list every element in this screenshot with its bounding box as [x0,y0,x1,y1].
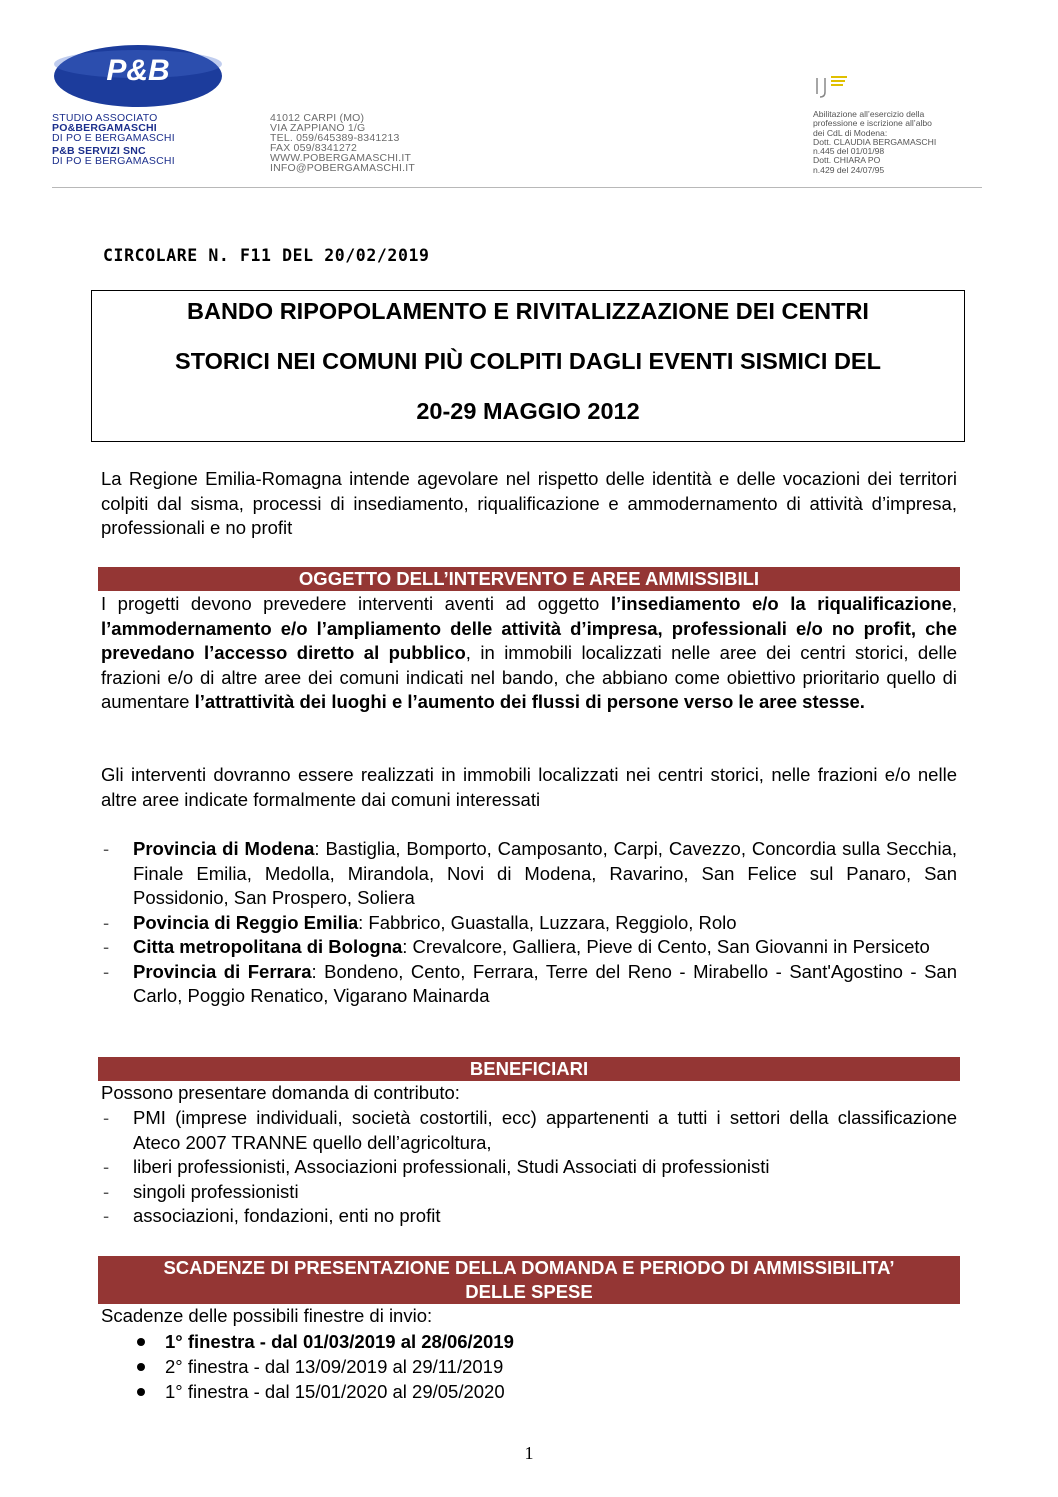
servizi-line: P&B SERVIZI SNC [52,145,146,157]
contact-line: INFO@POBERGAMASCHI.IT [270,162,415,174]
studio-name-block [52,113,175,166]
intro-paragraph: La Regione Emilia-Romagna intende agevolare nel rispetto delle identità e delle vocazioni dei territori colpiti dal sisma, processi di insediamento, riqualificazione e ammodernamento di attività d’impresa, professionali e no profit [101,468,957,538]
svg-text:P&B: P&B [106,54,170,87]
document-title [91,290,965,442]
list-item [101,1379,957,1404]
studio-line: DI PO E BERGAMASCHI [52,132,175,144]
title-line: 20-29 MAGGIO 2012 [416,398,640,424]
abilitazione-line: n.429 del 24/07/95 [813,164,885,175]
contact-line: VIA ZAPPIANO 1/G [270,122,366,134]
list-item: - PMI (imprese individuali, società costortili, ecc) appartenenti a tutti i settori della classificazione Ateco 2007 TRANNE quello dell’agricoltura, [101,1106,957,1155]
finestre-list [101,1329,957,1404]
abilitazione-line: professione e iscrizione all’albo [813,118,932,129]
area-comuni: : Bondeno, Cento, Ferrara, Terre del Reno - Mirabello - Sant'Agostino - San Carlo, Poggio Renatico, Vigarano Mainarda [133,960,957,1006]
studio-line: STUDIO ASSOCIATO [52,112,158,124]
contact-line: FAX 059/8341272 [270,142,358,154]
finestra-text: 1° finestra - dal 01/03/2019 al 28/06/2019 [165,1331,514,1352]
beneficiari-intro: Possono presentare domanda di contributo: [101,1082,460,1103]
list-item [101,1354,957,1379]
section-heading-scadenze [98,1256,960,1304]
list-item: - associazioni, fondazioni, enti no profit [101,1204,957,1229]
area-name: Citta metropolitana di Bologna [133,936,403,957]
abilitazione-line: Abilitazione all’esercizio della [813,109,925,119]
list-item: - singoli professionisti [101,1180,957,1205]
area-comuni: : Crevalcore, Galliera, Pieve di Cento, San Giovanni in Persiceto [402,936,930,957]
contact-block [270,113,415,173]
contact-line: WWW.POBERGAMASCHI.IT [270,152,412,164]
oggetto-bold: l’ammodernamento e/o l’ampliamento delle attività d’impresa, professionali e/o no profit, che prevedano l’accesso diretto al pubblico [101,617,957,663]
finestra-text: 1° finestra - dal 15/01/2020 al 29/05/2020 [165,1381,505,1402]
list-item [101,1329,957,1354]
oggetto-paragraph [101,592,957,715]
abilitazione-line: Dott. CHIARA PO [813,155,881,166]
pb-logo [52,38,224,110]
area-name: Provincia di Ferrara [133,960,312,982]
abilitazione-line: n.445 del 01/01/98 [813,146,885,157]
section-heading-line: DELLE SPESE [465,1281,593,1302]
section-heading-beneficiari: BENEFICIARI [98,1057,960,1081]
contact-line: 41012 CARPI (MO) [270,112,365,124]
area-comuni: : Fabbrico, Guastalla, Luzzara, Reggiolo, Rolo [358,911,737,933]
bullet-icon [137,1363,145,1371]
oggetto-text: , [951,593,957,614]
area-name: Povincia di Reggio Emilia [133,911,359,933]
oggetto-text: I progetti devono prevedere interventi aventi ad oggetto [101,593,611,614]
abilitazione-block [813,110,1003,175]
contact-line: TEL. 059/645389-8341213 [270,132,400,144]
title-line: BANDO RIPOPOLAMENTO E RIVITALIZZAZIONE DEI CENTRI [187,298,869,324]
section-heading-line: SCADENZE DI PRESENTAZIONE DELLA DOMANDA E PERIODO DI AMMISSIBILITA’ [163,1257,895,1278]
page-number: 1 [524,1443,534,1463]
studio-line: PO&BERGAMASCHI [52,122,157,134]
list-item [101,935,957,960]
area-name: Provincia di Modena [133,838,315,859]
servizi-line: DI PO E BERGAMASCHI [52,155,175,167]
list-item [101,960,957,1009]
abilitazione-line: dei CdL di Modena: [813,127,888,138]
list-item: - liberi professionisti, Associazioni professionali, Studi Associati di professionisti [101,1155,957,1180]
title-line: STORICI NEI COMUNI PIÙ COLPITI DAGLI EVENTI SISMICI DEL [175,348,881,374]
areas-list [101,837,957,1009]
abilitazione-line: Dott. CLAUDIA BERGAMASCHI [813,136,937,147]
lj-logo-icon [813,74,853,100]
scadenze-intro: Scadenze delle possibili finestre di invio: [101,1305,433,1326]
circolare-number: CIRCOLARE N. F11 DEL 20/02/2019 [103,246,430,265]
bullet-icon [137,1388,145,1396]
area-comuni: : Bastiglia, Bomporto, Camposanto, Carpi, Cavezzo, Concordia sulla Secchia, Finale Emilia, Medolla, Mirandola, Novi di Modena, Ravarino, San Felice sul Panaro, San Possidonio, San Prospero, Soliera [133,838,957,908]
finestra-text: 2° finestra - dal 13/09/2019 al 29/11/2019 [165,1356,504,1377]
oggetto-bold: l’insediamento e/o la riqualificazione [610,593,952,614]
interventi-paragraph: Gli interventi dovranno essere realizzati in immobili localizzati nei centri storici, nelle frazioni e/o nelle altre aree indicate formalmente dai comuni interessati [101,764,957,810]
header-divider [52,187,982,188]
list-item [101,911,957,936]
bullet-icon [137,1338,145,1346]
oggetto-bold: l’attrattività dei luoghi e l’aumento dei flussi di persone verso le aree stesse. [194,691,865,712]
section-heading-oggetto: OGGETTO DELL’INTERVENTO E AREE AMMISSIBILI [98,567,960,591]
beneficiari-list [101,1106,957,1229]
list-item [101,837,957,911]
oggetto-text: , in immobili localizzati nelle aree dei centri storici, delle frazioni e/o di altre aree dei comuni indicati nel bando, che abbiano come obiettivo prioritario quello di aumentare [101,642,957,712]
